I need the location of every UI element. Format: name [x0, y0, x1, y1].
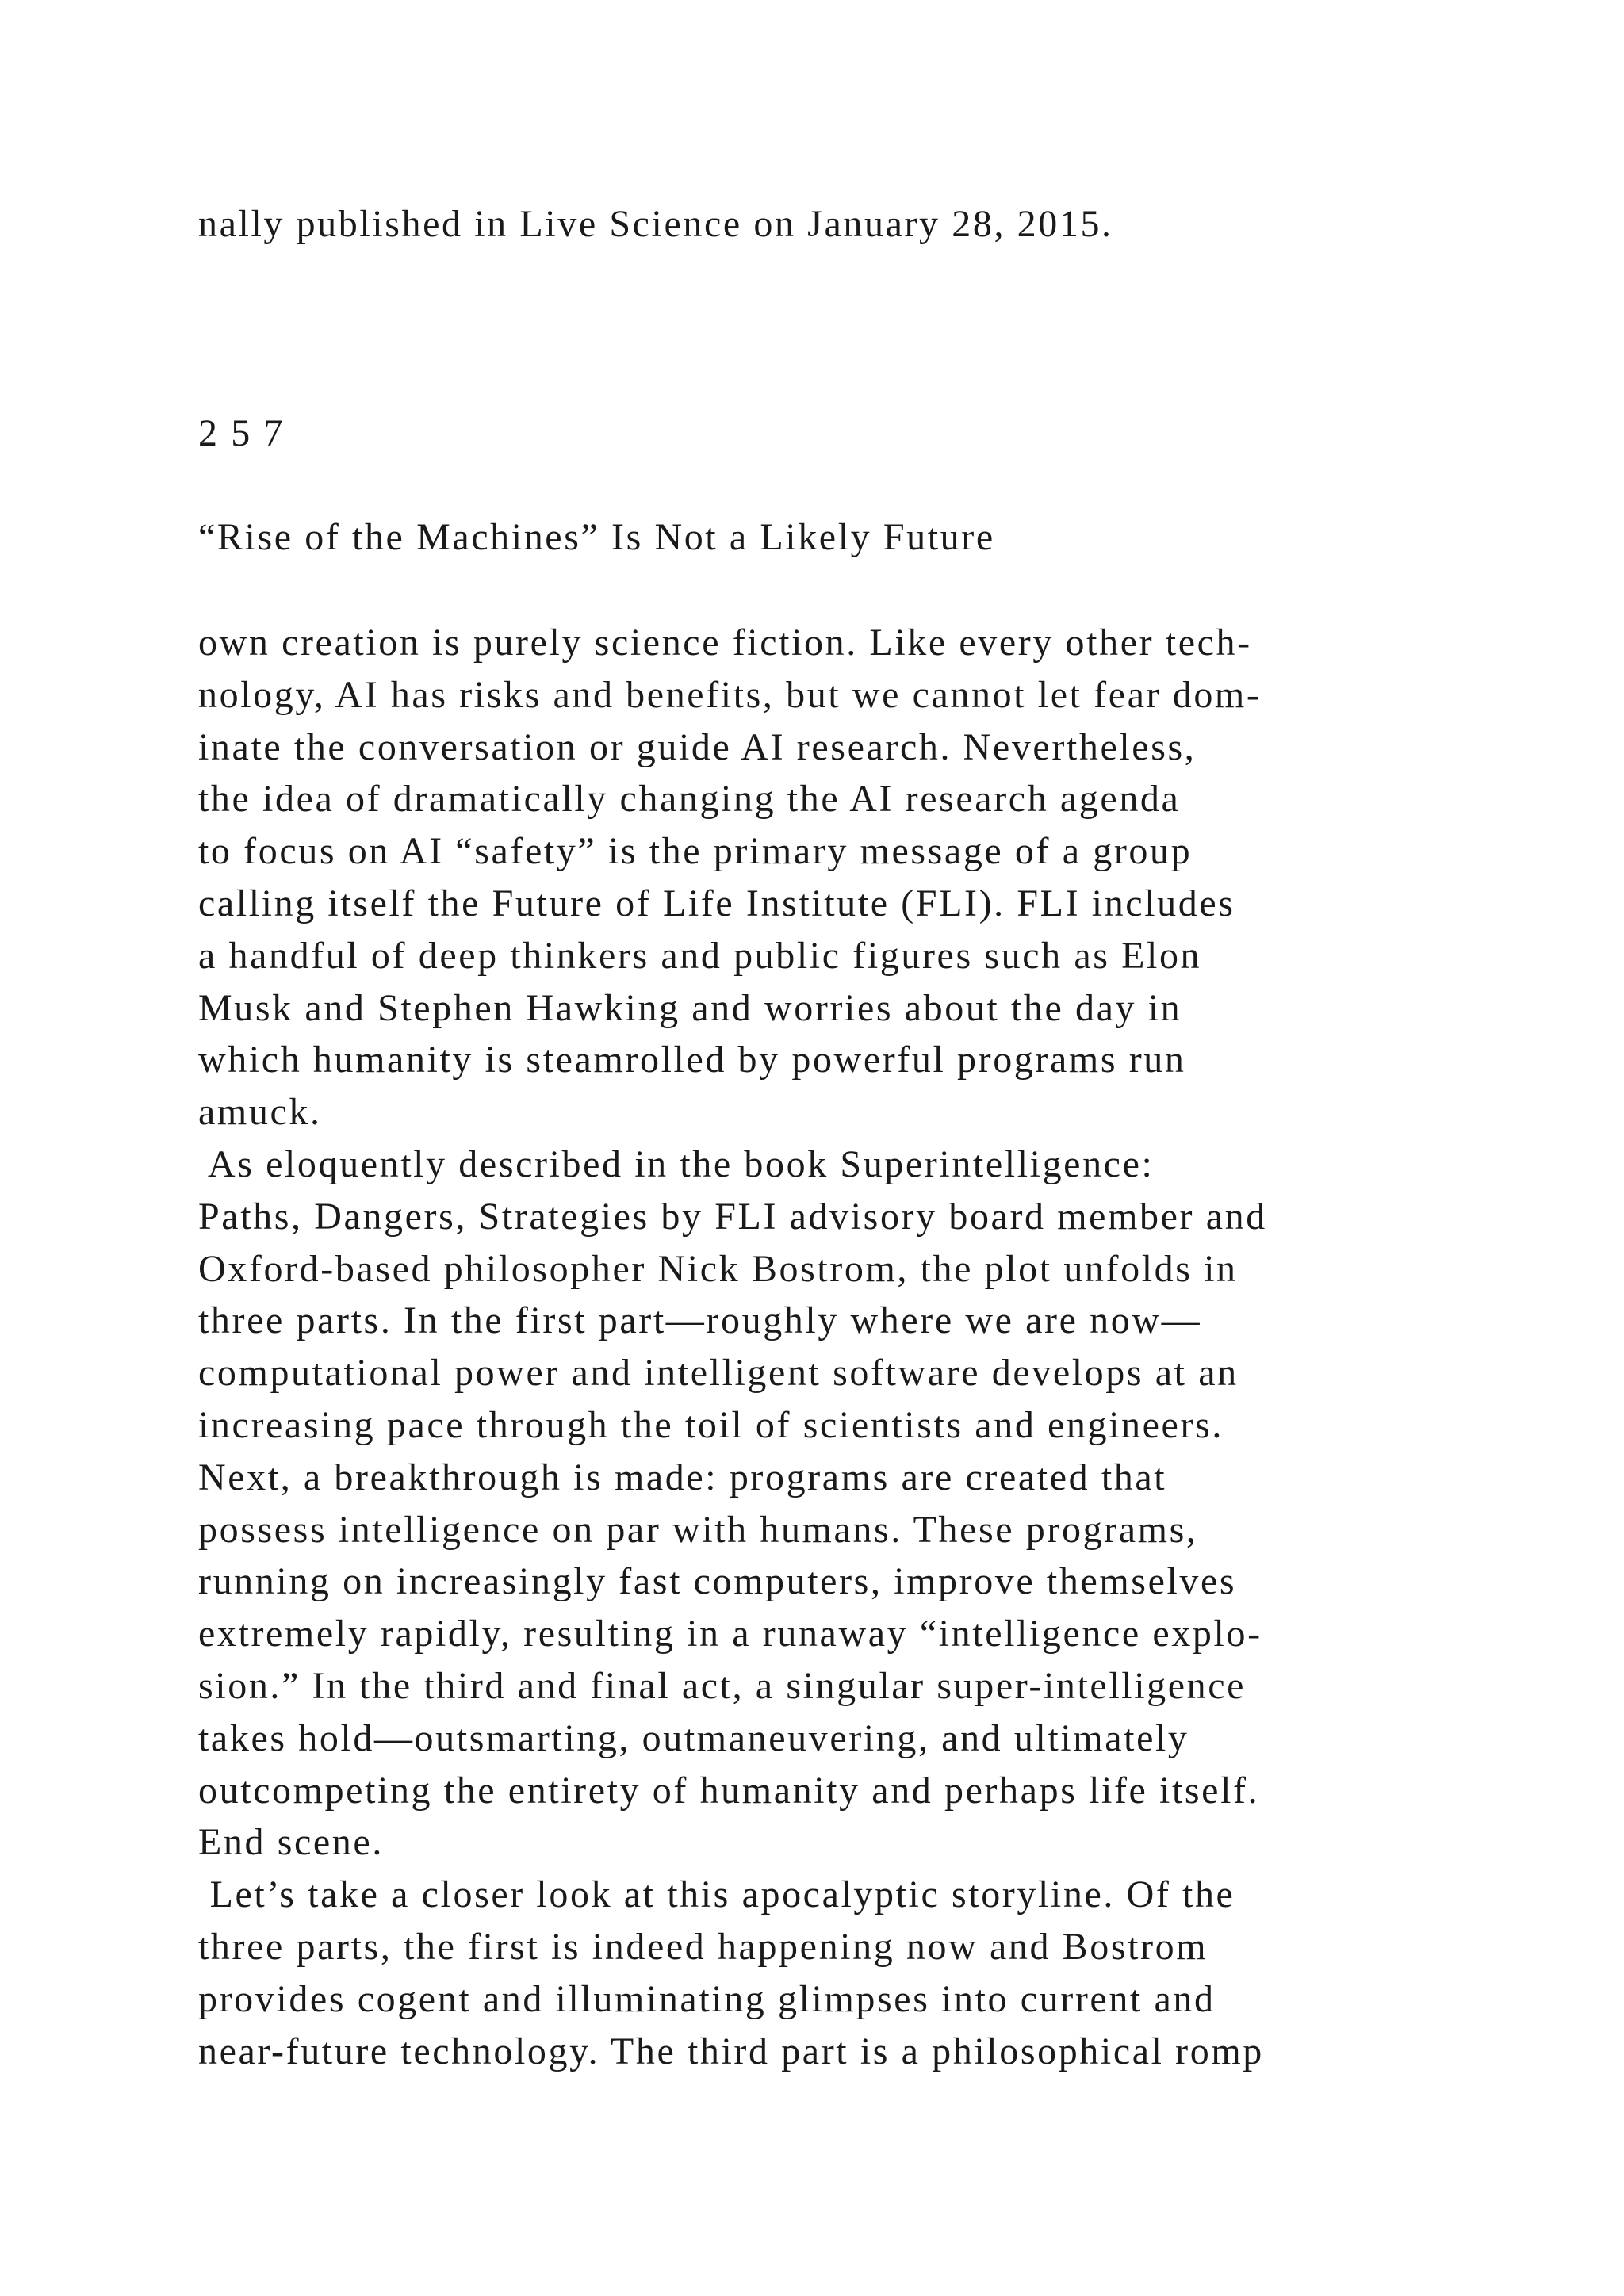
body-line: a handful of deep thinkers and public figures such as Elon [198, 934, 1202, 977]
body-line: sion.” In the third and final act, a singular super-intelligence [198, 1664, 1247, 1707]
page-number: 2 5 7 [198, 412, 285, 454]
body-line: the idea of dramatically changing the AI research agenda [198, 778, 1181, 821]
body-line: three parts, the first is indeed happening now and Bostrom [198, 1925, 1208, 1968]
body-line: near-future technology. The third part is a philosophical romp [198, 2030, 1264, 2072]
intro-line: nally published in Live Science on January 28, 2015. [198, 203, 1113, 245]
body-line: provides cogent and illuminating glimpses into current and [198, 1977, 1216, 2020]
body-line: Musk and Stephen Hawking and worries about the day in [198, 986, 1182, 1029]
body-line: inate the conversation or guide AI research. Nevertheless, [198, 725, 1197, 768]
body-line: increasing pace through the toil of scientists and engineers. [198, 1403, 1224, 1446]
body-line: possess intelligence on par with humans. These programs, [198, 1508, 1198, 1551]
body-line: amuck. [198, 1091, 322, 1134]
body-line: outcompeting the entirety of humanity and perhaps life itself. [198, 1769, 1260, 1812]
body-line: Paths, Dangers, Strategies by FLI advisory board member and [198, 1195, 1267, 1238]
body-line: End scene. [198, 1821, 384, 1864]
body-line: computational power and intelligent software develops at an [198, 1352, 1239, 1395]
body-line: which humanity is steamrolled by powerful programs run [198, 1039, 1186, 1081]
body-line: Next, a breakthrough is made: programs are created that [198, 1456, 1167, 1498]
body-line: calling itself the Future of Life Institute (FLI). FLI includes [198, 882, 1235, 924]
body-text [198, 617, 1267, 2077]
body-line: extremely rapidly, resulting in a runaway “intelligence explo- [198, 1613, 1262, 1655]
running-head: “Rise of the Machines” Is Not a Likely Future [198, 516, 995, 558]
body-line: three parts. In the first part—roughly where we are now— [198, 1299, 1202, 1342]
body-line: running on increasingly fast computers, improve themselves [198, 1560, 1237, 1603]
body-line: nology, AI has risks and benefits, but we cannot let fear dom- [198, 673, 1262, 716]
body-line: Let’s take a closer look at this apocalyptic storyline. Of the [198, 1873, 1235, 1916]
body-line: own creation is purely science fiction. Like every other tech- [198, 622, 1252, 664]
body-line: As eloquently described in the book Superintelligence: [198, 1142, 1155, 1185]
body-line: to focus on AI “safety” is the primary message of a group [198, 830, 1193, 873]
body-line: Oxford-based philosopher Nick Bostrom, the plot unfolds in [198, 1247, 1238, 1290]
body-line: takes hold—outsmarting, outmaneuvering, and ultimately [198, 1716, 1189, 1759]
